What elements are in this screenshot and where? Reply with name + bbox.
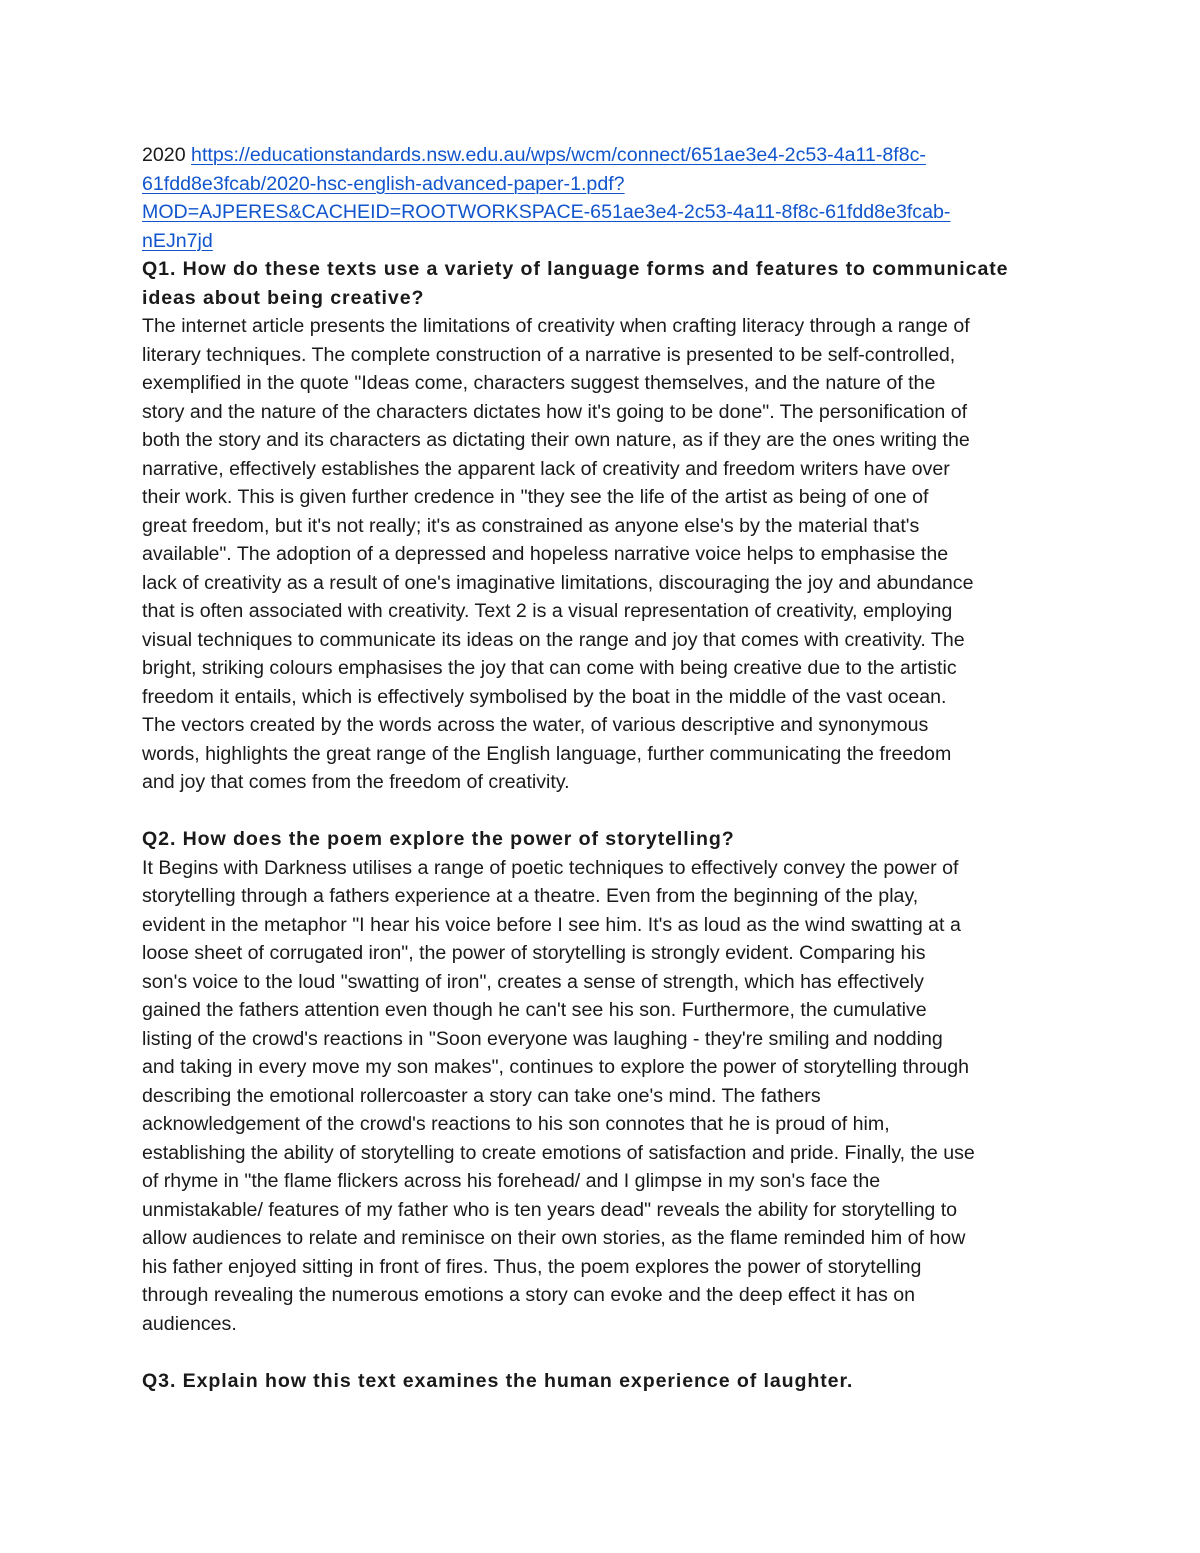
answer-text-line: lack of creativity as a result of one's imaginative limitations, discouraging the joy and abundance: [142, 571, 974, 594]
answer-text-line: words, highlights the great range of the English language, further communicating the freedom: [142, 742, 952, 765]
answer-text-line: listing of the crowd's reactions in "Soon everyone was laughing - they're smiling and nodding: [142, 1027, 943, 1050]
source-link-line-1[interactable]: https://educationstandards.nsw.edu.au/wps/wcm/connect/651ae3e4-2c53-4a11-8f8c-: [191, 144, 926, 166]
question-heading-line: Q2. How does the poem explore the power of storytelling?: [142, 828, 735, 850]
source-link-line-2[interactable]: 61fdd8e3fcab/2020-hsc-english-advanced-paper-1.pdf?: [142, 172, 625, 195]
answer-text-line: story and the nature of the characters dictates how it's going to be done". The personification of: [142, 400, 968, 423]
answer-text-line: exemplified in the quote "Ideas come, characters suggest themselves, and the nature of the: [142, 372, 936, 394]
answer-text-line: narrative, effectively establishes the apparent lack of creativity and freedom writers have over: [142, 457, 950, 480]
answer-text-line: acknowledgement of the crowd's reactions to his son connotes that he is proud of him,: [142, 1113, 890, 1135]
paragraph-gap: [142, 797, 1064, 826]
answer-text-line: It Begins with Darkness utilises a range of poetic techniques to effectively convey the power of: [142, 856, 959, 879]
source-link-line-3[interactable]: MOD=AJPERES&CACHEID=ROOTWORKSPACE-651ae3e4-2c53-4a11-8f8c-61fdd8e3fcab-: [142, 201, 951, 223]
question-heading-line: Q1. How do these texts use a variety of language forms and features to communicate: [142, 258, 1009, 280]
answer-text-line: bright, striking colours emphasises the joy that can come with being creative due to the artistic: [142, 657, 957, 679]
answer-text-line: evident in the metaphor "I hear his voice before I see him. It's as loud as the wind swatting at a: [142, 913, 961, 936]
answer-text-line: audiences.: [142, 1312, 237, 1335]
answer-text-line: and taking in every move my son makes", continues to explore the power of storytelling through: [142, 1056, 970, 1078]
answer-text-line: loose sheet of corrugated iron", the power of storytelling is strongly evident. Comparing his: [142, 942, 926, 964]
answer-text-line: and joy that comes from the freedom of creativity.: [142, 771, 570, 793]
answer-text-line: both the story and its characters as dictating their own nature, as if they are the ones writing the: [142, 429, 970, 451]
answer-text-line: great freedom, but it's not really; it's as constrained as anyone else's by the material that's: [142, 514, 920, 537]
answer-text-line: visual techniques to communicate its ideas on the range and joy that comes with creativity. The: [142, 628, 965, 651]
paragraph-gap: [142, 1338, 1064, 1367]
question-heading-line: ideas about being creative?: [142, 286, 425, 309]
answer-text-line: The internet article presents the limitations of creativity when crafting literacy through a range of: [142, 315, 970, 337]
document-body: [142, 141, 1064, 1395]
answer-text-line: through revealing the numerous emotions a story can evoke and the deep effect it has on: [142, 1284, 915, 1306]
answer-text-line: literary techniques. The complete construction of a narrative is presented to be self-controlled,: [142, 343, 956, 366]
answer-text-line: establishing the ability of storytelling to create emotions of satisfaction and pride. Finally, the use: [142, 1141, 975, 1164]
questions-container: [142, 255, 1064, 1395]
source-link-line-4[interactable]: nEJn7jd: [142, 229, 213, 252]
answer-text-line: unmistakable/ features of my father who is ten years dead" reveals the ability for storytelling to: [142, 1198, 958, 1221]
answer-text-line: available". The adoption of a depressed and hopeless narrative voice helps to emphasise the: [142, 543, 949, 565]
answer-text-line: freedom it entails, which is effectively symbolised by the boat in the middle of the vast ocean.: [142, 685, 947, 708]
answer-text-line: describing the emotional rollercoaster a story can take one's mind. The fathers: [142, 1084, 821, 1107]
answer-text-line: son's voice to the loud "swatting of iron", creates a sense of strength, which has effectively: [142, 970, 924, 993]
answer-text-line: storytelling through a fathers experience at a theatre. Even from the beginning of the play,: [142, 885, 919, 907]
answer-text-line: of rhyme in "the flame flickers across his forehead/ and I glimpse in my son's face the: [142, 1170, 881, 1192]
answer-text-line: that is often associated with creativity. Text 2 is a visual representation of creativity, employing: [142, 600, 953, 622]
answer-text-line: their work. This is given further credence in "they see the life of the artist as being of one of: [142, 486, 929, 508]
answer-text-line: The vectors created by the words across the water, of various descriptive and synonymous: [142, 714, 929, 736]
question-heading-line: Q3. Explain how this text examines the human experience of laughter.: [142, 1369, 854, 1392]
source-line-1: [142, 141, 1064, 170]
answer-text-line: his father enjoyed sitting in front of fires. Thus, the poem explores the power of storytelling: [142, 1255, 922, 1278]
year-label: 2020: [142, 144, 186, 166]
answer-text-line: allow audiences to relate and reminisce on their own stories, as the flame reminded him of how: [142, 1227, 966, 1249]
answer-text-line: gained the fathers attention even though he can't see his son. Furthermore, the cumulative: [142, 999, 927, 1021]
